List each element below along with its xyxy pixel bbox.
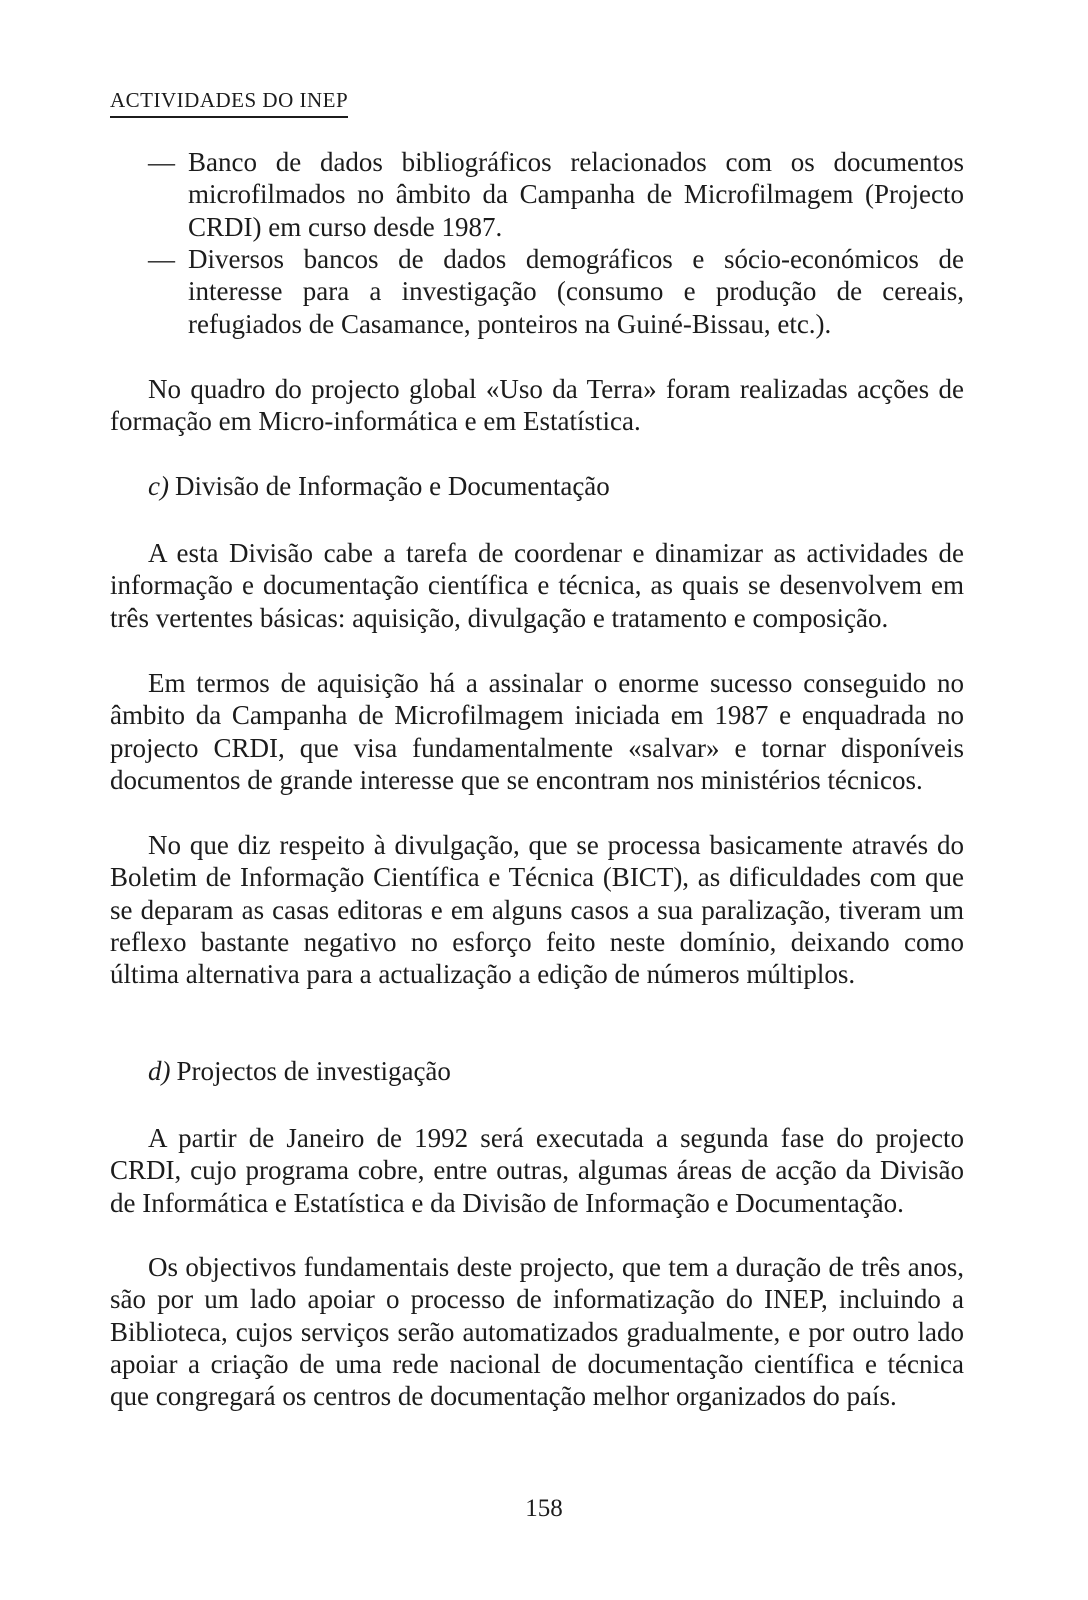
list-item-text: Diversos bancos de dados demográficos e sócio-económicos de interesse para a investigação (consumo e produção de cereais, refugiados de Casamance, ponteiros na Guiné-Bissau, etc.). [188, 244, 964, 339]
section-heading-c [148, 470, 610, 502]
list-dash: — [148, 147, 175, 177]
paragraph-crdi-fase: A partir de Janeiro de 1992 será executada a segunda fase do projecto CRDI, cujo programa cobre, entre outras, algumas áreas de acção da Divisão de Informática e Estatística e da Divisão de Informação e Documentação. [110, 1123, 964, 1218]
list-item [148, 243, 964, 340]
paragraph-aquisicao: Em termos de aquisição há a assinalar o enorme sucesso conseguido no âmbito da Campanha de Microfilmagem iniciada em 1987 e enquadrada no projecto CRDI, que visa fundamentalmente «salvar» e tornar disponíveis documentos de grande interesse que se encontram nos ministérios técnicos. [110, 668, 964, 795]
section-letter: d) [148, 1056, 171, 1086]
list-item-text: Banco de dados bibliográficos relacionados com os documentos microfilmados no âmbito da Campanha de Microfilmagem (Projecto CRDI) em curso desde 1987. [188, 147, 964, 242]
paragraph-objectivos: Os objectivos fundamentais deste projecto, que tem a duração de três anos, são por um lado apoiar o processo de informatização do INEP, incluindo a Biblioteca, cujos serviços serão automatizados gradualmente, e por outro lado apoiar a criação de uma rede nacional de documentação científica e técnica que congregará os centros de documentação melhor organizados do país. [110, 1252, 964, 1412]
list-dash: — [148, 244, 175, 274]
page-number: 158 [525, 1495, 563, 1522]
paragraph-uso-da-terra: No quadro do projecto global «Uso da Terra» foram realizadas acções de formação em Micro-informática e em Estatística. [110, 374, 964, 437]
section-title: Divisão de Informação e Documentação [174, 471, 610, 501]
section-title: Projectos de investigação [176, 1056, 451, 1086]
section-heading-d [148, 1055, 451, 1087]
paragraph-divisao-intro: A esta Divisão cabe a tarefa de coordenar e dinamizar as actividades de informação e documentação científica e técnica, as quais se desenvolvem em três vertentes básicas: aquisição, divulgação e tratamento e composição. [110, 538, 964, 633]
list-item [148, 146, 964, 243]
section-letter: c) [148, 471, 169, 501]
paragraph-divulgacao: No que diz respeito à divulgação, que se processa basicamente através do Boletim de Informação Científica e Técnica (BICT), as dificuldades com que se deparam as casas editoras e em alguns casos a sua paralização, tiveram um reflexo bastante negativo no esforço feito neste domínio, deixando como última alternativa para a actualização a edição de números múltiplos. [110, 830, 964, 990]
running-header: ACTIVIDADES DO INEP [110, 86, 348, 118]
